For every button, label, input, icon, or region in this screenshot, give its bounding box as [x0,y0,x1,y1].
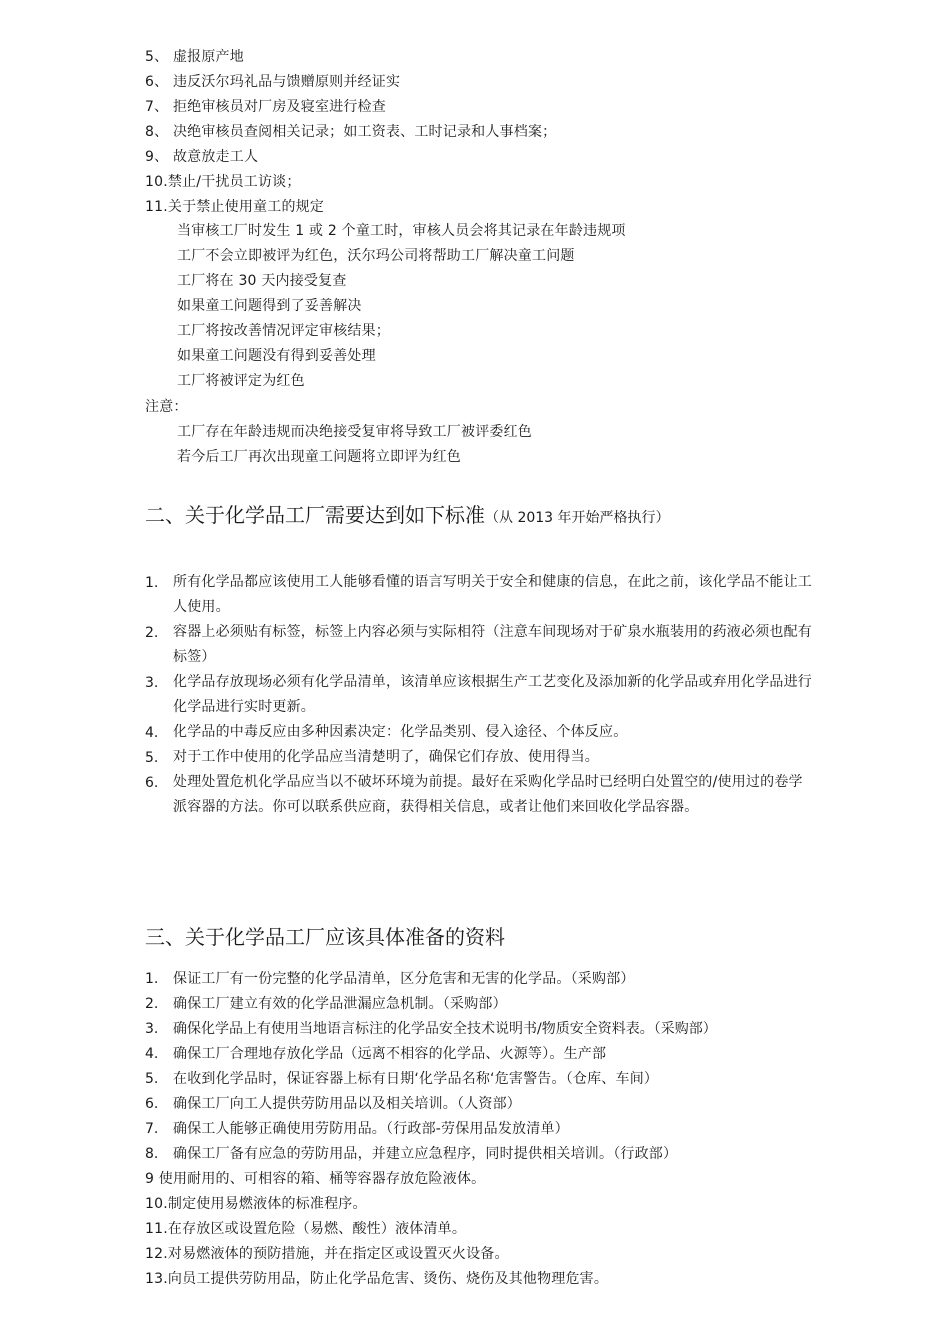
section-3-heading: 三、关于化学品工厂应该具体准备的资料 [145,925,505,949]
list-item: 5、 虚报原产地 [145,49,244,65]
section-2-title: 二、关于化学品工厂需要达到如下标准 [145,503,485,527]
list-item-text: 化学品存放现场必须有化学品清单，该清单应该根据生产工艺变化及添加新的化学品或弃用化学品进行化学品进行实时更新。 [173,674,812,715]
list-number: 7. [145,1121,159,1137]
list-number: 8. [145,1146,159,1162]
list-item-text: 化学品的中毒反应由多种因素决定：化学品类别、侵入途径、个体反应。 [173,724,628,740]
list-item-text: 处理处置危机化学品应当以不破坏环境为前提。最好在采购化学品时已经明白处置空的/使用过的卷学派容器的方法。你可以联系供应商，获得相关信息，或者让他们来回收化学品容器。 [173,774,803,815]
list-item: 6、 违反沃尔玛礼品与馈赠原则并经证实 [145,74,401,90]
list-item-text: 保证工厂有一份完整的化学品清单，区分危害和无害的化学品。（采购部） [173,971,635,987]
list-number: 3. [145,675,159,691]
child-labor-line: 工厂不会立即被评为红色，沃尔玛公司将帮助工厂解决童工问题 [177,248,575,264]
list-item-text: 确保工厂合理地存放化学品（远离不相容的化学品、火源等）。生产部 [173,1046,607,1062]
list-number: 5. [145,1071,159,1087]
child-labor-line: 工厂将被评定为红色 [177,373,305,389]
list-number: 2. [145,625,159,641]
list-number: 5. [145,750,159,766]
child-labor-line: 当审核工厂时发生 1 或 2 个童工时，审核人员会将其记录在年龄违规项 [177,223,626,239]
note-line: 若今后工厂再次出现童工问题将立即评为红色 [177,449,461,465]
list-item: 13.向员工提供劳防用品，防止化学品危害、烫伤、烧伤及其他物理危害。 [145,1271,609,1287]
list-item-text: 确保工厂建立有效的化学品泄漏应急机制。（采购部） [173,996,507,1012]
list-item-text: 确保工厂备有应急的劳防用品，并建立应急程序，同时提供相关培训。（行政部） [173,1146,678,1162]
list-item: 8、 决绝审核员查阅相关记录；如工资表、工时记录和人事档案； [145,124,557,140]
list-number: 4. [145,1046,159,1062]
list-number: 4. [145,725,159,741]
list-number: 3. [145,1021,159,1037]
list-item: 9、 故意放走工人 [145,149,259,165]
list-item: 10.禁止/干扰员工访谈； [145,174,301,190]
child-labor-line: 工厂将按改善情况评定审核结果； [177,323,390,339]
note-line: 工厂存在年龄违规而决绝接受复审将导致工厂被评委红色 [177,424,532,440]
section-2-heading [145,500,670,533]
section-2-subtitle: （从 2013 年开始严格执行） [485,510,670,526]
list-item: 11.关于禁止使用童工的规定 [145,199,325,215]
list-item-text: 确保工人能够正确使用劳防用品。（行政部-劳保用品发放清单） [173,1121,569,1137]
list-item-text: 确保工厂向工人提供劳防用品以及相关培训。（人资部） [173,1096,521,1112]
list-item-text: 容器上必须贴有标签，标签上内容必须与实际相符（注意车间现场对于矿泉水瓶装用的药液必须也配有标签） [173,624,812,665]
child-labor-line: 如果童工问题没有得到妥善处理 [177,348,376,364]
list-item-text: 对于工作中使用的化学品应当清楚明了，确保它们存放、使用得当。 [173,749,599,765]
list-item: 10.制定使用易燃液体的标准程序。 [145,1196,367,1212]
list-item-text: 确保化学品上有使用当地语言标注的化学品安全技术说明书/物质安全资料表。（采购部） [173,1021,717,1037]
list-number: 1. [145,971,159,987]
list-item-text: 在收到化学品时，保证容器上标有日期‘化学品名称‘危害警告。（仓库、车间） [173,1071,659,1087]
list-item: 9 使用耐用的、可相容的箱、桶等容器存放危险液体。 [145,1171,486,1187]
child-labor-line: 工厂将在 30 天内接受复查 [177,273,347,289]
list-item-text: 所有化学品都应该使用工人能够看懂的语言写明关于安全和健康的信息，在此之前，该化学品不能让工人使用。 [173,574,812,615]
list-item: 11.在存放区或设置危险（易燃、酸性）液体清单。 [145,1221,467,1237]
list-item: 12.对易燃液体的预防措施，并在指定区或设置灭火设备。 [145,1246,509,1262]
list-number: 6. [145,775,159,791]
list-number: 2. [145,996,159,1012]
list-number: 1. [145,575,159,591]
list-number: 6. [145,1096,159,1112]
list-item: 7、 拒绝审核员对厂房及寝室进行检查 [145,99,386,115]
note-label: 注意： [145,399,188,415]
child-labor-line: 如果童工问题得到了妥善解决 [177,298,362,314]
